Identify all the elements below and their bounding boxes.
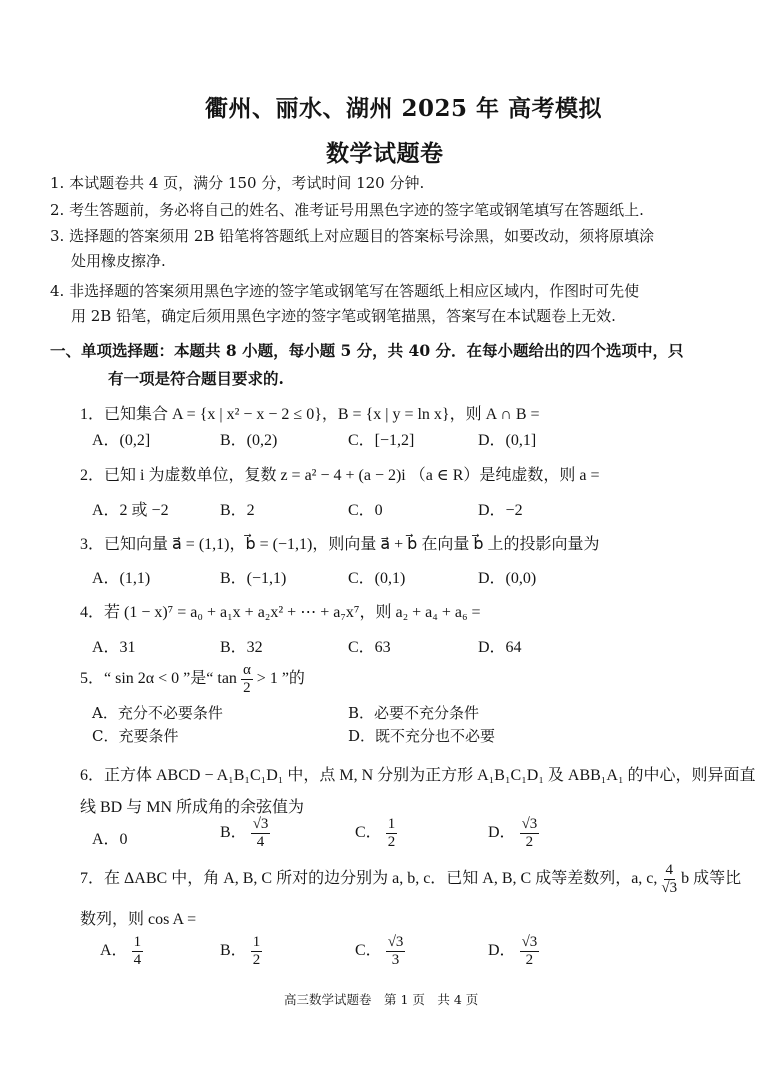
section-heading-cont: 有一项是符合题目要求的. <box>108 369 284 388</box>
question-3-option-c: C．(0,1) <box>348 570 406 587</box>
question-4-option-c: C．63 <box>348 639 391 656</box>
question-6-option-a: A．0 <box>92 831 128 848</box>
option-label: B． <box>220 942 247 960</box>
option-fraction <box>386 934 406 969</box>
question-7-stem <box>80 862 741 897</box>
question-7-stem-cont: 数列，则 cos A = <box>80 911 197 928</box>
question-7-option-c <box>355 934 405 969</box>
fraction-numerator: α <box>242 662 251 678</box>
section-heading: 一、单项选择题：本题共 8 小题，每小题 5 分，共 40 分．在每小题给出的四个选项中，只 <box>50 341 684 360</box>
option-label: A． <box>100 942 128 960</box>
fraction-numerator: √3 <box>521 816 538 832</box>
fraction-numerator: √3 <box>521 934 538 950</box>
question-5-option-d: D．既不充分也不必要 <box>348 727 496 745</box>
question-6-option-c <box>355 816 397 851</box>
instruction-3: 3. 选择题的答案须用 2B 铅笔将答题纸上对应题目的答案标号涂黑，如要改动，须将原填涂 <box>50 227 655 245</box>
question-7-stem-post: b 成等比 <box>681 870 742 888</box>
question-5-stem-post: > 1 ”的 <box>256 670 305 688</box>
question-5-stem-pre: 5．“ sin 2α < 0 ”是“ tan <box>80 670 237 688</box>
page-subtitle: 数学试题卷 <box>326 140 444 167</box>
fraction-denominator: 2 <box>525 952 534 968</box>
fraction-denominator: 3 <box>391 952 400 968</box>
instruction-1: 1. 本试题卷共 4 页，满分 150 分，考试时间 120 分钟. <box>50 174 425 192</box>
instruction-4-cont: 用 2B 铅笔，确定后须用黑色字迹的签字笔或钢笔描黑，答案写在本试题卷上无效. <box>71 307 616 325</box>
option-label: C． <box>355 942 382 960</box>
question-4-option-b: B．32 <box>220 639 263 656</box>
option-label: D． <box>488 942 516 960</box>
question-6-option-b <box>220 816 270 851</box>
question-5-option-a: A．充分不必要条件 <box>92 704 223 722</box>
question-6-stem-cont: 线 BD 与 MN 所成角的余弦值为 <box>80 799 305 816</box>
option-fraction <box>132 934 144 969</box>
fraction-denominator: 2 <box>525 834 534 850</box>
question-7-option-b <box>220 934 262 969</box>
fraction-numerator: 1 <box>252 934 261 950</box>
question-3-stem: 3．已知向量 a⃗ = (1,1)，b⃗ = (−1,1)，则向量 a⃗ + b⃗ 在向量 b⃗ 上的投影向量为 <box>80 536 600 553</box>
question-1-option-d: D．(0,1] <box>478 432 537 449</box>
fraction-numerator: 4 <box>665 862 674 878</box>
question-4-stem: 4．若 (1 − x)⁷ = a₀ + a₁x + a₂x² + ⋯ + a₇x⁷，则 a₂ + a₄ + a₆ = <box>80 604 481 621</box>
question-7-option-d <box>488 934 539 969</box>
question-2-option-c: C．0 <box>348 502 383 519</box>
fraction-numerator: 1 <box>387 816 396 832</box>
fraction-numerator: √3 <box>387 934 404 950</box>
question-5-fraction <box>241 662 253 697</box>
question-3-option-b: B．(−1,1) <box>220 570 287 587</box>
option-label: B． <box>220 824 247 842</box>
option-fraction <box>520 816 540 851</box>
instruction-2: 2. 考生答题前，务必将自己的姓名、准考证号用黑色字迹的签字笔或钢笔填写在答题纸上. <box>50 201 644 219</box>
page-footer: 高三数学试题卷 第 1 页 共 4 页 <box>284 992 479 1007</box>
question-6-stem: 6．正方体 ABCD − A₁B₁C₁D₁ 中，点 M, N 分别为正方形 A₁B₁C₁D₁ 及 ABB₁A₁ 的中心，则异面直 <box>80 767 756 784</box>
question-7-option-a <box>100 934 143 969</box>
page-title: 衢州、丽水、湖州 2025 年 高考模拟 <box>205 95 603 122</box>
question-1-option-a: A．(0,2] <box>92 432 151 449</box>
question-7-stem-pre: 7．在 ΔABC 中，角 A, B, C 所对的边分别为 a, b, c．已知 A, B, C 成等差数列，a, c, <box>80 870 658 888</box>
question-1-stem: 1．已知集合 A = {x | x² − x − 2 ≤ 0}，B = {x | y = ln x}，则 A ∩ B = <box>80 406 540 423</box>
instruction-3-cont: 处用橡皮擦净. <box>71 252 166 270</box>
question-6-option-d <box>488 816 539 851</box>
question-2-stem: 2．已知 i 为虚数单位，复数 z = a² − 4 + (a − 2)i （a ∈ R）是纯虚数，则 a = <box>80 467 600 484</box>
question-2-option-a: A．2 或 −2 <box>92 502 169 519</box>
fraction-denominator: 4 <box>133 952 142 968</box>
question-5-option-c: C．充要条件 <box>92 727 179 745</box>
fraction-denominator: 2 <box>387 834 396 850</box>
question-3-option-a: A．(1,1) <box>92 570 151 587</box>
question-2-option-b: B．2 <box>220 502 255 519</box>
question-4-option-a: A．31 <box>92 639 136 656</box>
fraction-numerator: √3 <box>252 816 269 832</box>
question-1-option-c: C．[−1,2] <box>348 432 415 449</box>
question-7-fraction <box>661 862 677 897</box>
fraction-denominator: √3 <box>661 880 678 896</box>
question-3-option-d: D．(0,0) <box>478 570 537 587</box>
option-label: C． <box>355 824 382 842</box>
question-2-option-d: D．−2 <box>478 502 523 519</box>
option-fraction <box>386 816 398 851</box>
option-label: D． <box>488 824 516 842</box>
question-4-option-d: D．64 <box>478 639 522 656</box>
fraction-denominator: 4 <box>256 834 265 850</box>
fraction-denominator: 2 <box>243 680 251 696</box>
fraction-numerator: 1 <box>133 934 142 950</box>
option-fraction <box>251 816 271 851</box>
instruction-4: 4. 非选择题的答案须用黑色字迹的签字笔或钢笔写在答题纸上相应区域内，作图时可先使 <box>50 282 640 300</box>
option-fraction <box>251 934 263 969</box>
fraction-denominator: 2 <box>252 952 261 968</box>
question-5-stem <box>80 662 305 697</box>
question-1-option-b: B．(0,2) <box>220 432 278 449</box>
option-fraction <box>520 934 540 969</box>
question-5-option-b: B．必要不充分条件 <box>348 704 480 722</box>
